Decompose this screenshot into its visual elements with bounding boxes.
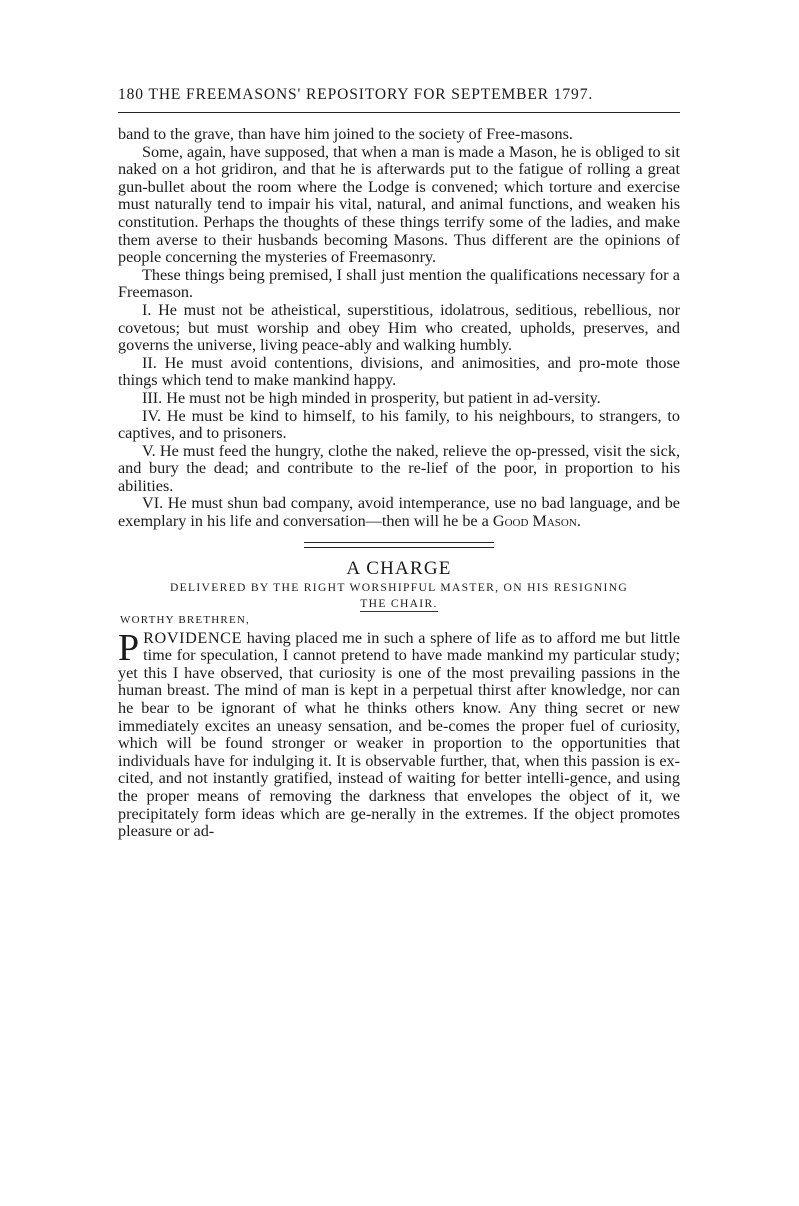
drop-cap: P <box>118 626 140 669</box>
paragraph: These things being premised, I shall just mention the qualifications necessary for a Freemason. <box>118 265 680 302</box>
good-mason-emphasis: Good Mason. <box>492 512 581 531</box>
charge-subtitle-continued <box>118 596 680 612</box>
qualification-4: IV. He must be kind to himself, to his family, to his neighbours, to strangers, to captives, and to prisoners. <box>118 406 680 443</box>
paragraph: Some, again, have supposed, that when a man is made a Mason, he is obliged to sit naked on a hot gridiron, and that he is afterwards put to the fatigue of rolling a great gun-bullet about the room where the Lodge is convened; which torture and exercise must naturally tend to impair his vital, natural, and animal functions, and weaken his constitution. Perhaps the thoughts of these things terrify some of the ladies, and make them averse to their husbands becoming Masons. Thus different are the opinions of people concerning the mysteries of Freemasonry. <box>118 142 680 267</box>
running-head <box>118 86 680 104</box>
body-text <box>118 126 680 841</box>
running-title: THE FREEMASONS' REPOSITORY FOR SEPTEMBER 1797. <box>148 86 594 103</box>
qualification-5: V. He must feed the hungry, clothe the naked, relieve the op-pressed, visit the sick, and bury the dead; and contribute to the re-lief of the poor, in proportion to his abilities. <box>118 441 680 495</box>
qualification-6 <box>118 495 680 530</box>
salutation: WORTHY BRETHREN, <box>120 613 250 626</box>
charge-paragraph <box>118 626 681 841</box>
charge-title: A CHARGE <box>346 557 452 579</box>
first-word: ROVIDENCE <box>143 628 243 647</box>
page-number: 180 <box>118 86 144 103</box>
qualification-3: III. He must not be high minded in prosperity, but patient in ad-versity. <box>142 388 601 407</box>
header-rule <box>118 112 680 113</box>
section-divider <box>304 542 494 548</box>
charge-body: having placed me in such a sphere of life as to afford me but little time for speculation, I cannot pretend to have made mankind my particular study; yet this I have observed, that curiosity is one of the most prevailing passions in the human breast. The mind of man is kept in a perpetual thirst after knowledge, nor can he bear to be ignorant of what he thinks others know. Any thing secret or new immediately excites an uneasy sensation, and be-comes the proper fuel of curiosity, which will be found stronger or weaker in proportion to the opportunities that individuals have for indulging it. It is observable further, that, when this passion is ex-cited, and not instantly gratified, instead of waiting for better intelli-gence, and using the proper means of removing the darkness that envelopes the object of it, we precipitately form ideas which are ge-nerally in the extremes. If the object promotes pleasure or ad- <box>118 628 681 841</box>
charge-subtitle: DELIVERED BY THE RIGHT WORSHIPFUL MASTER, ON HIS RESIGNING <box>169 580 629 594</box>
paragraph: band to the grave, than have him joined to the society of Free-masons. <box>118 125 573 143</box>
qualification-2: II. He must avoid contentions, divisions, and animosities, and pro-mote those things which tend to make mankind happy. <box>118 353 680 390</box>
qualification-6-text: VI. He must shun bad company, avoid intemperance, use no bad language, and be exemplary in his life and conversation—then will he be a <box>118 494 680 531</box>
charge-subtitle-line2: THE CHAIR. <box>360 596 438 610</box>
qualification-1: I. He must not be atheistical, superstitious, idolatrous, seditious, rebellious, nor covetous; but must worship and obey Him who created, upholds, preserves, and governs the universe, living peace-ably and walking humbly. <box>118 300 680 355</box>
